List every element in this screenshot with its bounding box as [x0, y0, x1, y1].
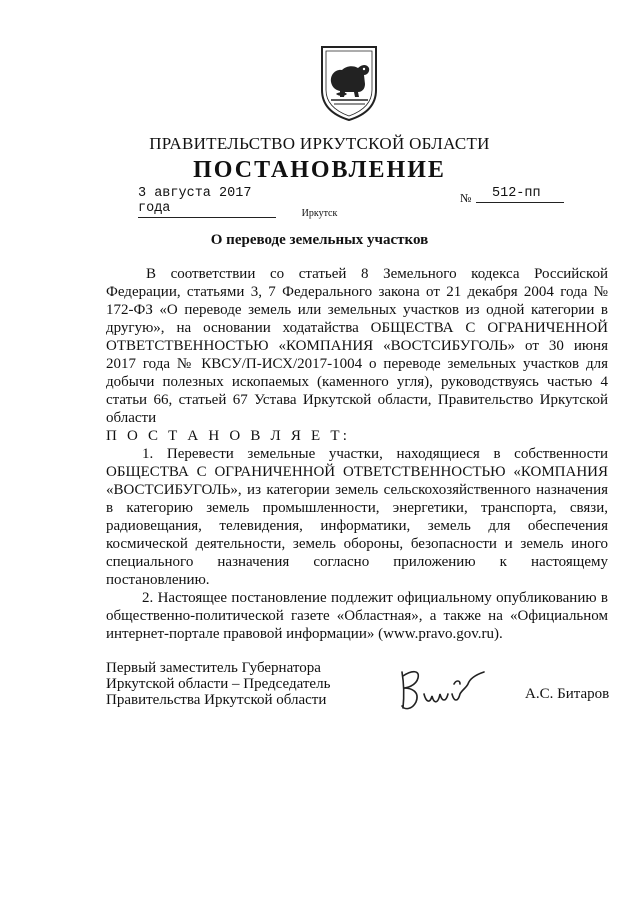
document-type: ПОСТАНОВЛЕНИЕ [193, 157, 446, 183]
position-line: Первый заместитель Губернатора [106, 660, 321, 676]
signatory-position [106, 660, 330, 708]
position-line: Правительства Иркутской области [106, 692, 327, 708]
document-subject: О переводе земельных участков [210, 232, 429, 248]
government-name: ПРАВИТЕЛЬСТВО ИРКУТСКОЙ ОБЛАСТИ [149, 134, 490, 153]
preamble-paragraph: В соответствии со статьей 8 Земельного кодекса Российской Федерации, статьями 3, 7 Федерального закона от 21 декабря 2004 года № 172-ФЗ «О переводе земель или земельных участков из одной категории в другую», на основании ходатайства ОБЩЕСТВА С ОГРАНИЧЕННОЙ ОТВЕТСТВЕННОСТЬЮ «КОМПАНИЯ «ВОСТСИБУГОЛЬ» от 30 июня 2017 года № КВСУ/П-ИСХ/2017-1004 о переводе земельных участков для добычи полезных ископаемых (каменного угля), руководствуясь частью 4 статьи 66, статьей 67 Устава Иркутской области, Правительство Иркутской области [106, 266, 608, 426]
document-number: 512-пп [476, 186, 564, 203]
city-name: Иркутск [301, 208, 338, 219]
decree-item-1: 1. Перевести земельные участки, находящиеся в собственности ОБЩЕСТВА С ОГРАНИЧЕННОЙ ОТВЕТСТВЕННОСТЬЮ «КОМПАНИЯ «ВОСТСИБУГОЛЬ», из категории земель сельскохозяйственного назначения в категорию земель промышленности, энергетики, транспорта, связи, радиовещания, телевидения, информатики, земель для обеспечения космической деятельности, земель обороны, безопасности и земель иного специального назначения согласно приложению к настоящему постановлению. [106, 446, 608, 588]
decree-heading: П О С Т А Н О В Л Я Е Т: [106, 428, 351, 444]
position-line: Иркутской области – Председатель [106, 676, 331, 692]
signatory-name: А.С. Битаров [525, 686, 610, 702]
document-body [106, 265, 608, 643]
decree-item-2: 2. Настоящее постановление подлежит официальному опубликованию в общественно-политической газете «Областная», а также на «Официальном интернет-портале правовой информации» (www.pravo.gov.ru). [106, 590, 608, 642]
handwritten-signature [394, 664, 486, 716]
coat-of-arms-icon [318, 44, 380, 122]
number-sign: № [460, 191, 472, 205]
document-date: 3 августа 2017 года [138, 186, 276, 218]
